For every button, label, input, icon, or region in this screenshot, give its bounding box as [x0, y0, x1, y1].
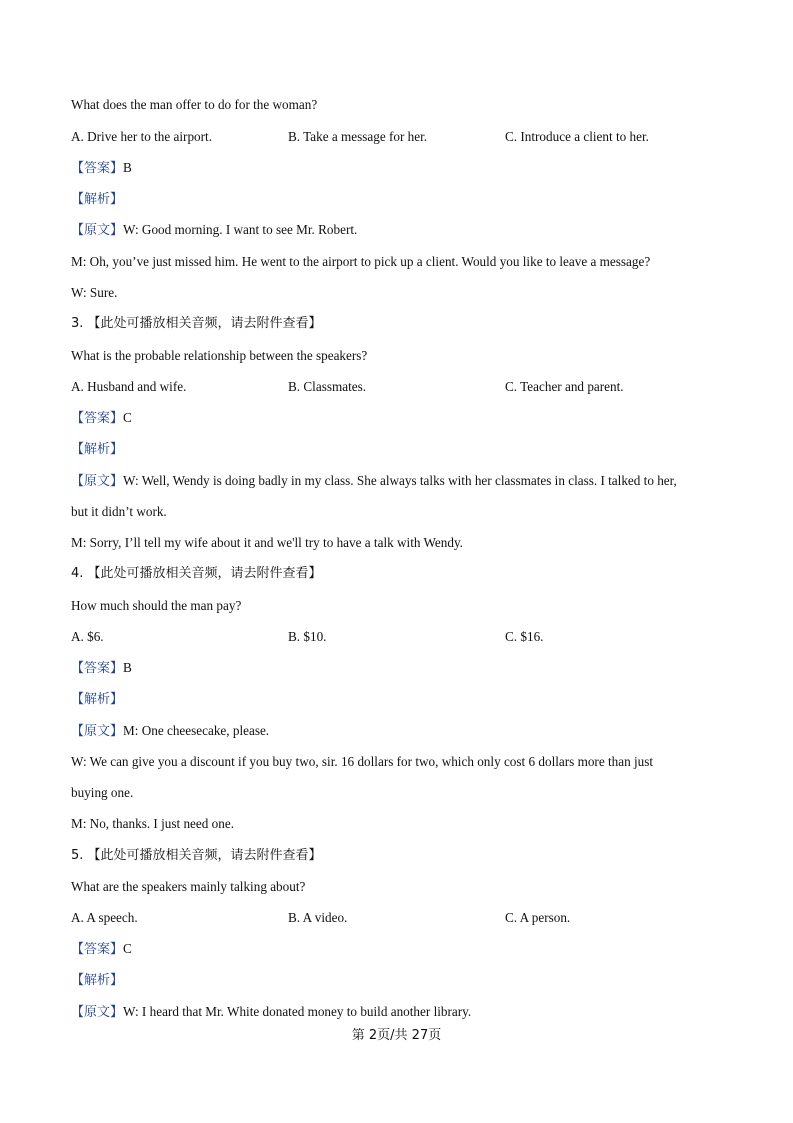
original-tag: 【原文】 [71, 223, 124, 238]
q4-answer: B [123, 660, 132, 675]
q2-script-line-2: M: Oh, you’ve just missed him. He went to the airport to pick up a client. Would you like to leave a message? [71, 254, 651, 269]
q5-question: What are the speakers mainly talking about? [71, 879, 306, 894]
q4-option-b: B. $10. [288, 629, 327, 644]
q3-script-text-1: W: Well, Wendy is doing badly in my class. She always talks with her classmates in class. I talked to her, [123, 473, 677, 488]
q3-option-a: A. Husband and wife. [71, 379, 187, 394]
q5-analysis-line [71, 972, 123, 989]
analysis-tag: 【解析】 [71, 442, 124, 457]
q2-option-b: B. Take a message for her. [288, 129, 428, 144]
q4-script-line-4: M: No, thanks. I just need one. [71, 816, 234, 831]
q4-heading: 4. 【此处可播放相关音频，请去附件查看】 [71, 566, 322, 581]
q2-script-line-3: W: Sure. [71, 285, 118, 300]
q4-question: How much should the man pay? [71, 598, 242, 613]
q5-option-c: C. A person. [505, 910, 571, 925]
q4-script-text-1: M: One cheesecake, please. [123, 723, 270, 738]
q3-heading: 3. 【此处可播放相关音频，请去附件查看】 [71, 316, 322, 331]
q2-answer: B [123, 160, 132, 175]
q4-analysis-line [71, 691, 123, 708]
q4-script-line-2: W: We can give you a discount if you buy two, sir. 16 dollars for two, which only cost 6 dollars more than just [71, 754, 654, 769]
answer-tag: 【答案】 [71, 161, 124, 176]
q4-script-line-3: buying one. [71, 785, 134, 800]
q3-option-b: B. Classmates. [288, 379, 367, 394]
q3-analysis-line [71, 441, 123, 458]
q4-answer-line [71, 660, 132, 677]
analysis-tag: 【解析】 [71, 192, 124, 207]
q2-answer-line [71, 160, 132, 177]
q5-script-text-1: W: I heard that Mr. White donated money to build another library. [123, 1004, 472, 1019]
q2-script-line-1 [71, 222, 357, 239]
q3-script-line-2: but it didn’t work. [71, 504, 167, 519]
original-tag: 【原文】 [71, 724, 124, 739]
q5-option-b: B. A video. [288, 910, 348, 925]
q5-option-a: A. A speech. [71, 910, 138, 925]
q3-answer-line [71, 410, 132, 427]
q2-question: What does the man offer to do for the woman? [71, 97, 318, 112]
page-footer [0, 1027, 793, 1044]
q4-option-c: C. $16. [505, 629, 544, 644]
q5-script-line-1 [71, 1004, 471, 1021]
q4-script-line-1 [71, 723, 269, 740]
original-tag: 【原文】 [71, 1005, 124, 1020]
answer-tag: 【答案】 [71, 411, 124, 426]
q4-option-a: A. $6. [71, 629, 104, 644]
q5-answer: C [123, 941, 132, 956]
original-tag: 【原文】 [71, 474, 124, 489]
answer-tag: 【答案】 [71, 661, 124, 676]
q3-script-line-3: M: Sorry, I’ll tell my wife about it and we'll try to have a talk with Wendy. [71, 535, 463, 550]
q3-script-line-1 [71, 473, 677, 490]
page-number: 第 2页/共 27页 [351, 1028, 442, 1043]
answer-tag: 【答案】 [71, 942, 124, 957]
q3-answer: C [123, 410, 132, 425]
q3-question: What is the probable relationship between the speakers? [71, 348, 368, 363]
q2-script-text-1: W: Good morning. I want to see Mr. Robert. [123, 222, 358, 237]
q5-answer-line [71, 941, 132, 958]
q2-analysis-line [71, 191, 123, 208]
q3-option-c: C. Teacher and parent. [505, 379, 624, 394]
q2-option-c: C. Introduce a client to her. [505, 129, 649, 144]
q2-option-a: A. Drive her to the airport. [71, 129, 212, 144]
analysis-tag: 【解析】 [71, 973, 124, 988]
analysis-tag: 【解析】 [71, 692, 124, 707]
q5-heading: 5. 【此处可播放相关音频，请去附件查看】 [71, 848, 322, 863]
